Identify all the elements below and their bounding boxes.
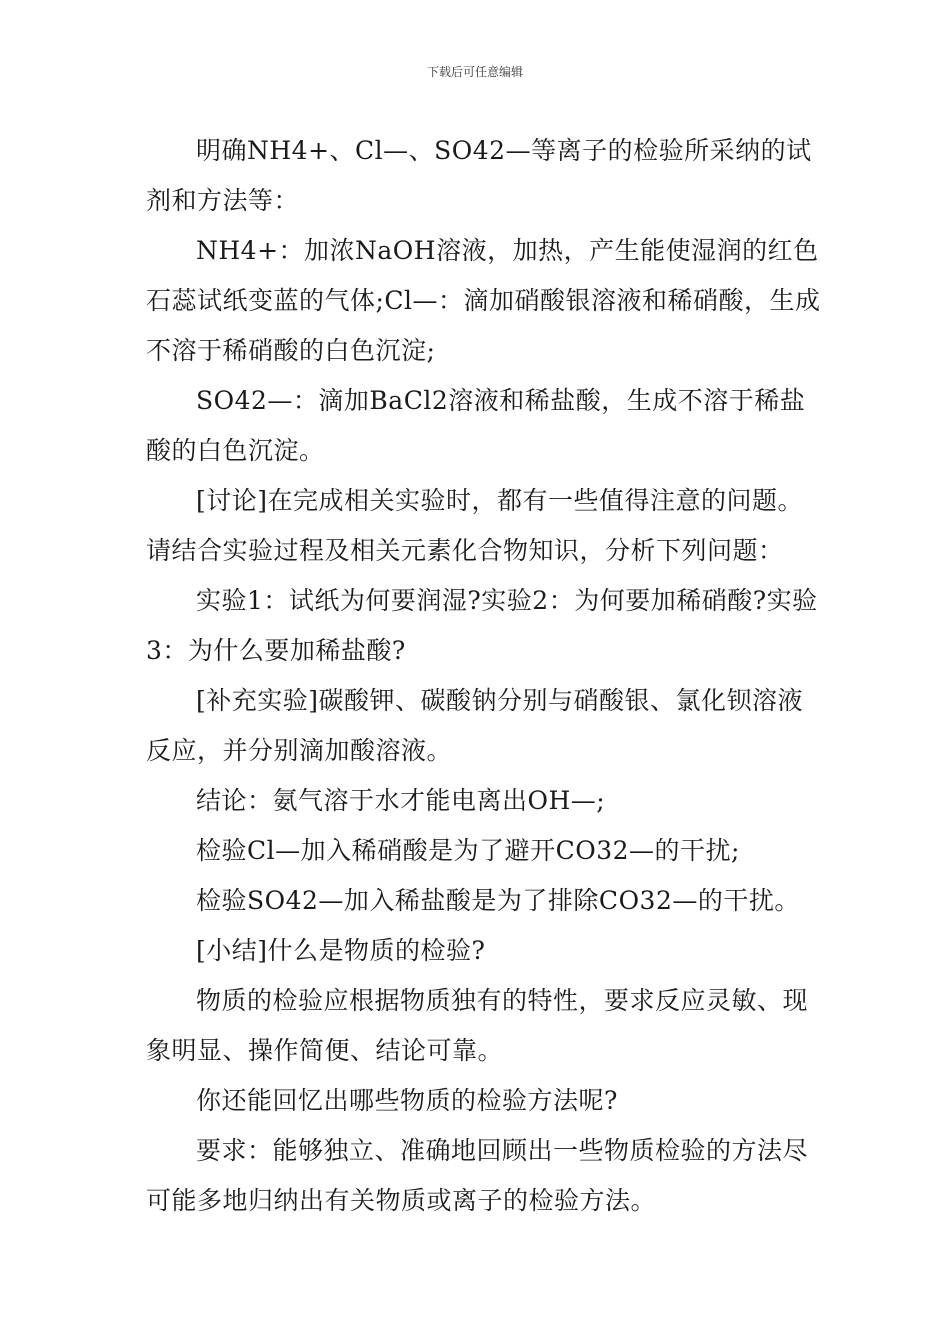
paragraph-summary-answer: 物质的检验应根据物质独有的特性，要求反应灵敏、现象明显、操作简便、结论可靠。: [146, 986, 809, 1065]
paragraph-discussion: [讨论]在完成相关实验时，都有一些值得注意的问题。请结合实验过程及相关元素化合物知识，分析下列问题：: [146, 486, 804, 565]
paragraph-conclusion: 结论：氨气溶于水才能电离出OH—;: [196, 786, 606, 815]
paragraph-so42-test-note: 检验SO42—加入稀盐酸是为了排除CO32—的干扰。: [196, 886, 800, 915]
page-header: 下载后可任意编辑: [426, 65, 523, 79]
paragraph-supplementary-experiment: [补充实验]碳酸钾、碳酸钠分别与硝酸银、氯化钡溶液反应，并分别滴加酸溶液。: [146, 686, 804, 765]
paragraph-summary-question: [小结]什么是物质的检验?: [196, 936, 486, 965]
paragraph-experiment-questions: 实验1：试纸为何要润湿?实验2：为何要加稀硝酸?实验3：为什么要加稀盐酸?: [146, 586, 818, 665]
paragraph-recall-question: 你还能回忆出哪些物质的检验方法呢?: [196, 1086, 618, 1115]
document-body: [146, 126, 821, 1226]
paragraph-requirement: 要求：能够独立、准确地回顾出一些物质检验的方法尽可能多地归纳出有关物质或离子的检验方法。: [146, 1136, 809, 1215]
paragraph-so42-test: SO42—：滴加BaCl2溶液和稀盐酸，生成不溶于稀盐酸的白色沉淀。: [146, 386, 806, 465]
paragraph-ion-tests-intro: 明确NH4+、Cl—、SO42—等离子的检验所采纳的试剂和方法等：: [146, 136, 812, 215]
paragraph-cl-test-note: 检验Cl—加入稀硝酸是为了避开CO32—的干扰;: [196, 836, 740, 865]
paragraph-nh4-cl-test: NH4+：加浓NaOH溶液，加热，产生能使湿润的红色石蕊试纸变蓝的气体;Cl—：滴加硝酸银溶液和稀硝酸，生成不溶于稀硝酸的白色沉淀;: [146, 236, 821, 365]
